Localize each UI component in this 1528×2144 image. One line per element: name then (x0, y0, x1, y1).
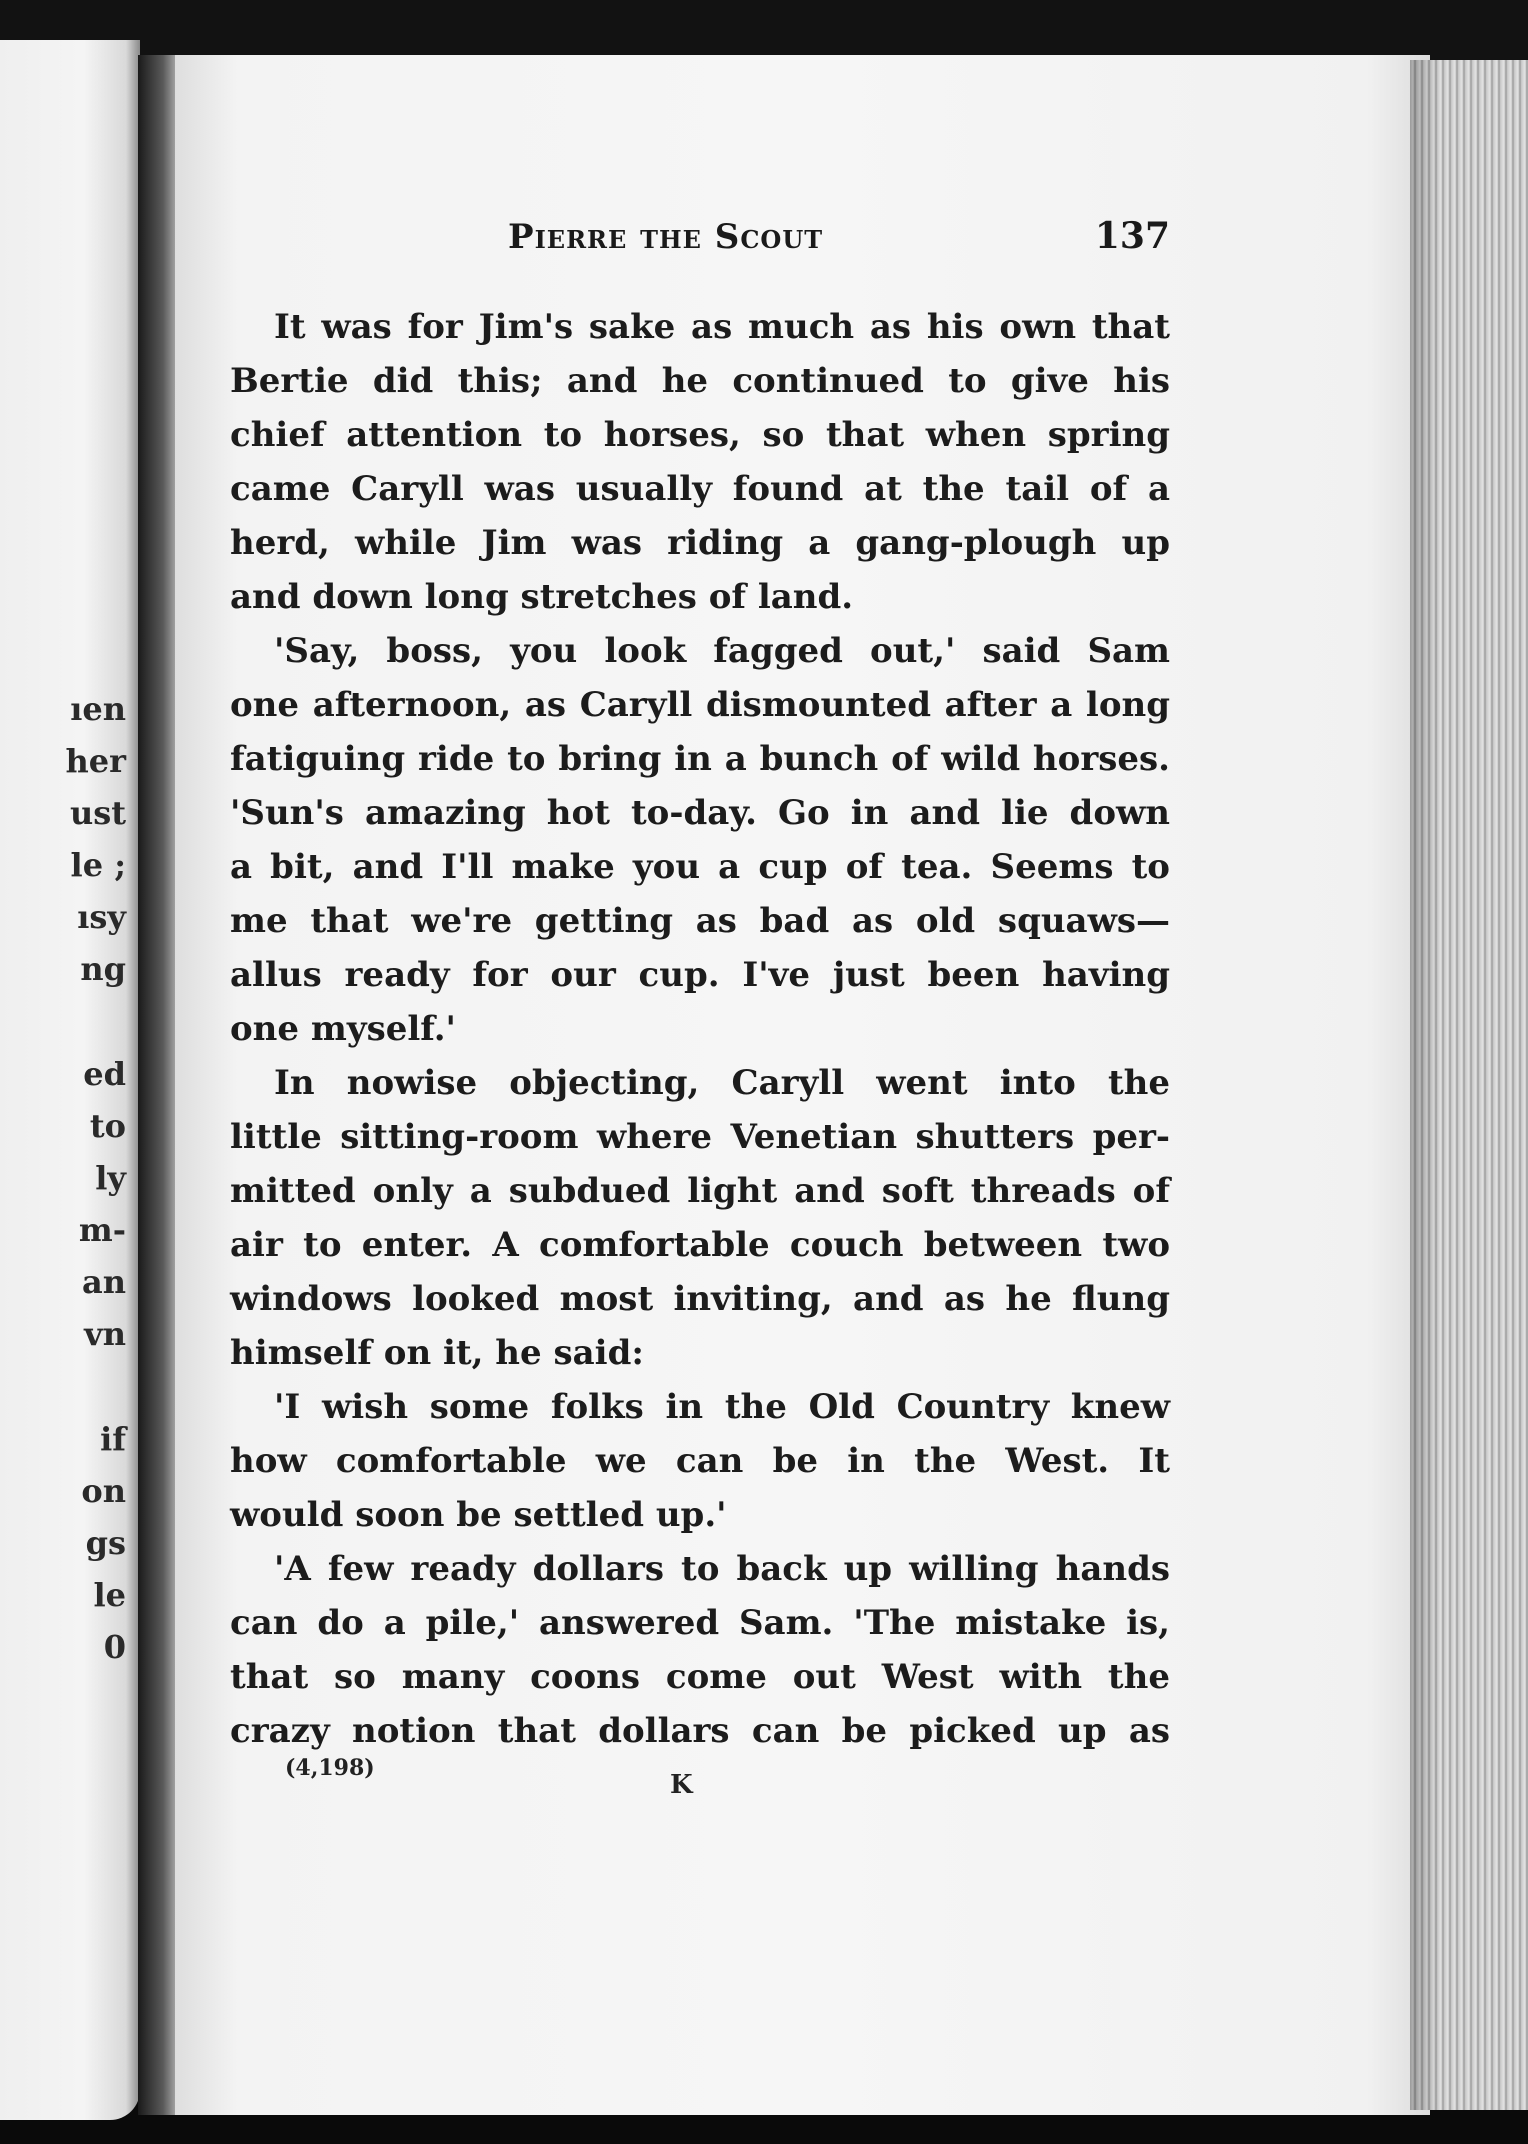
facing-page-fragment: gs (85, 1524, 126, 1562)
text-line: can do a pile,' answered Sam. 'The mistake is, (230, 1603, 1170, 1643)
text-line: little sitting-room where Venetian shutters per- (230, 1117, 1170, 1157)
text-line: crazy notion that dollars can be picked up as (230, 1711, 1170, 1751)
text-line: mitted only a subdued light and soft threads of (230, 1171, 1170, 1211)
text-line: came Caryll was usually found at the tail of a (230, 469, 1170, 509)
text-line: that so many coons come out West with the (230, 1657, 1170, 1697)
facing-page-fragment: ly (95, 1159, 126, 1197)
gathering-mark: K (670, 1770, 693, 1800)
text-line: how comfortable we can be in the West. It (230, 1441, 1170, 1481)
facing-page-fragment: ust (69, 794, 126, 832)
text-line: himself on it, he said: (230, 1333, 644, 1373)
facing-page-fragment: vn (84, 1315, 126, 1353)
facing-page-left (0, 40, 140, 2120)
text-line: Bertie did this; and he continued to give his (230, 361, 1170, 401)
facing-page-fragment: to (89, 1107, 126, 1145)
text-line: It was for Jim's sake as much as his own that (274, 307, 1170, 347)
facing-page-fragment: ıen (70, 690, 126, 728)
book-gutter (138, 55, 180, 2115)
facing-page-fragment: if (100, 1420, 126, 1458)
text-line: herd, while Jim was riding a gang-plough up (230, 523, 1170, 563)
text-line: allus ready for our cup. I've just been having (230, 955, 1170, 995)
text-line: and down long stretches of land. (230, 577, 854, 617)
page-edges-shadow (1410, 60, 1440, 2110)
facing-page-fragment: le ; (70, 846, 126, 884)
facing-page-fragment: an (82, 1263, 126, 1301)
text-line: air to enter. A comfortable couch between two (230, 1225, 1170, 1265)
facing-page-fragment: m- (78, 1211, 126, 1249)
body-text (230, 300, 1170, 1758)
text-line: 'A few ready dollars to back up willing hands (274, 1549, 1170, 1589)
text-line: would soon be settled up.' (230, 1495, 727, 1535)
text-line: In nowise objecting, Caryll went into the (274, 1063, 1170, 1103)
text-line: chief attention to horses, so that when spring (230, 415, 1170, 455)
facing-page-fragment: 0 (103, 1628, 126, 1666)
printer-signature: (4,198) (285, 1755, 375, 1781)
text-line: windows looked most inviting, and as he flung (230, 1279, 1170, 1319)
facing-page-fragment: on (81, 1472, 126, 1510)
page-number: 137 (1094, 215, 1170, 257)
text-line: fatiguing ride to bring in a bunch of wild horses. (230, 739, 1170, 779)
facing-page-fragment: le (93, 1576, 126, 1614)
text-line: one afternoon, as Caryll dismounted after a long (230, 685, 1170, 725)
text-line: 'I wish some folks in the Old Country knew (274, 1387, 1170, 1427)
text-line: one myself.' (230, 1009, 456, 1049)
text-line: 'Sun's amazing hot to-day. Go in and lie down (230, 793, 1170, 833)
running-head: Pierre the Scout (508, 217, 824, 257)
text-line: me that we're getting as bad as old squaws— (230, 901, 1170, 941)
facing-page-fragment: ısy (77, 898, 126, 936)
facing-page-fragment: ed (83, 1055, 126, 1093)
scan-background-top (0, 0, 1528, 60)
text-line: 'Say, boss, you look fagged out,' said Sam (274, 631, 1170, 671)
facing-page-fragment: ng (80, 950, 126, 988)
text-line: a bit, and I'll make you a cup of tea. Seems to (230, 847, 1170, 887)
facing-page-fragment: her (65, 742, 126, 780)
